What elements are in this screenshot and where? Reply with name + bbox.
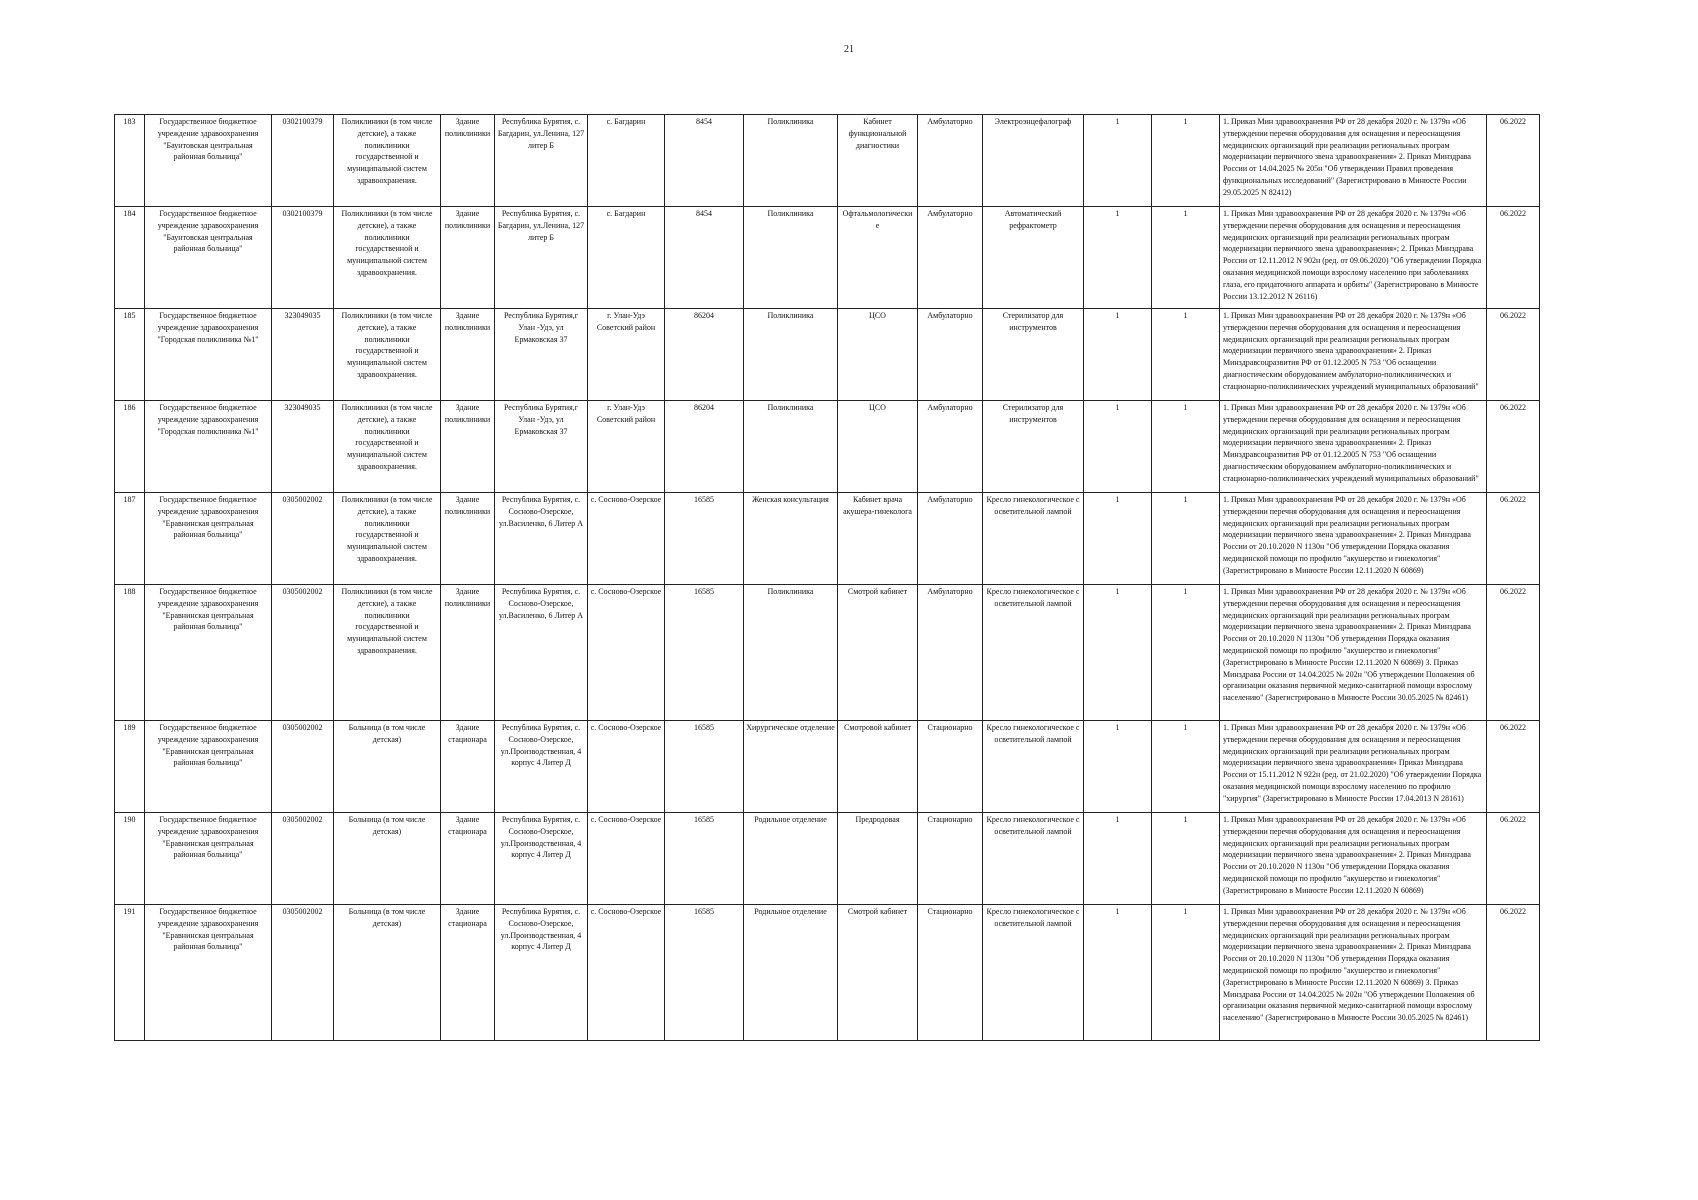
table-row	[115, 309, 1540, 401]
table-row	[115, 813, 1540, 905]
quantity-planned-cell: 1	[1152, 813, 1220, 905]
date-cell: 06.2022	[1487, 585, 1540, 721]
population-cell: 16585	[665, 721, 744, 813]
table-row	[115, 115, 1540, 207]
facility-type-cell: Поликлиники (в том числе детские), а также поликлиники государственной и муниципальной систем здравоохранения.	[334, 207, 441, 309]
org-code-cell: 0305002002	[272, 493, 334, 585]
care-mode-cell: Амбулаторно	[918, 401, 983, 493]
room-cell: Офтальмологически е	[838, 207, 918, 309]
care-mode-cell: Амбулаторно	[918, 207, 983, 309]
room-cell: Предродовая	[838, 813, 918, 905]
org-code-cell: 0302100379	[272, 207, 334, 309]
legal-basis-cell: 1. Приказ Мин здравоохранения РФ от 28 декабря 2020 г. № 1379н «Об утверждении перечня оборудования для оснащения и переоснащения медицинских организаций при реализации региональных програм модернизации первичного звена здравоохранения» 2. Приказ Минздрава России от 20.10.2020 N 1130н "Об утверждении Порядка оказания медицинской помощи по профилю "акушерство и гинекология" (Зарегистрировано в Минюсте России 12.11.2020 N 60869) 3. Приказ Минздрава России от 14.04.2025 № 202н "Об утверждении Положения об организации оказания первичной медико-санитарной помощи взрослому населению" (Зарегистрировано в Минюсте России 30.05.2025 № 82461)	[1220, 905, 1487, 1041]
org-code-cell: 323049035	[272, 401, 334, 493]
organization-name-cell: Государственное бюджетное учреждение здравоохранения "Городская поликлиника №1"	[145, 309, 272, 401]
population-cell: 16585	[665, 813, 744, 905]
quantity-required-cell: 1	[1084, 585, 1152, 721]
room-cell: Смотровой кабинет	[838, 721, 918, 813]
locality-cell: с. Сосново-Озерское	[588, 585, 665, 721]
organization-name-cell: Государственное бюджетное учреждение здравоохранения "Еравнинская центральная районная больница"	[145, 905, 272, 1041]
address-cell: Республика Бурятия, с. Сосново-Озерское, ул.Производственная, 4 корпус 4 Литер Д	[495, 905, 588, 1041]
population-cell: 16585	[665, 905, 744, 1041]
care-mode-cell: Амбулаторно	[918, 309, 983, 401]
equipment-name-cell: Кресло гинекологическое с осветительной лампой	[983, 813, 1084, 905]
date-cell: 06.2022	[1487, 905, 1540, 1041]
quantity-required-cell: 1	[1084, 905, 1152, 1041]
org-code-cell: 323049035	[272, 309, 334, 401]
address-cell: Республика Бурятия,г Улан -Удэ, ул Ермаковская 37	[495, 309, 588, 401]
address-cell: Республика Бурятия, с. Сосново-Озерское, ул.Производственная, 4 корпус 4 Литер Д	[495, 721, 588, 813]
table-row	[115, 401, 1540, 493]
row-number-cell: 185	[115, 309, 145, 401]
equipment-name-cell: Кресло гинекологическое с осветительной лампой	[983, 905, 1084, 1041]
address-cell: Республика Бурятия, с. Сосново-Озерское, ул.Василенко, 6 Литер А	[495, 585, 588, 721]
organization-name-cell: Государственное бюджетное учреждение здравоохранения "Еравнинская центральная районная больница"	[145, 585, 272, 721]
room-cell: Кабинет врача акушера-гинеколога	[838, 493, 918, 585]
locality-cell: г. Улан-Удэ Советский район	[588, 401, 665, 493]
facility-type-cell: Больница (в том числе детская)	[334, 905, 441, 1041]
row-number-cell: 190	[115, 813, 145, 905]
legal-basis-cell: 1. Приказ Мин здравоохранения РФ от 28 декабря 2020 г. № 1379н «Об утверждении перечня оборудования для оснащения и переоснащения медицинских организаций при реализации региональных програм модернизации первичного звена здравоохранения» 2. Приказ Минздрава России от 14.04.2025 № 205н "Об утверждении Правил проведения функциональных исследований" (Зарегистрировано в Минюсте России 29.05.2025 N 82412)	[1220, 115, 1487, 207]
address-cell: Республика Бурятия, с. Сосново-Озерское, ул.Производственная, 4 корпус 4 Литер Д	[495, 813, 588, 905]
date-cell: 06.2022	[1487, 401, 1540, 493]
date-cell: 06.2022	[1487, 493, 1540, 585]
organization-name-cell: Государственное бюджетное учреждение здравоохранения "Еравнинская центральная районная больница"	[145, 721, 272, 813]
address-cell: Республика Бурятия, с. Багдарин, ул.Ленина, 127 литер Б	[495, 115, 588, 207]
quantity-required-cell: 1	[1084, 401, 1152, 493]
quantity-planned-cell: 1	[1152, 493, 1220, 585]
building-type-cell: Здание стационара	[441, 721, 495, 813]
legal-basis-cell: 1. Приказ Мин здравоохранения РФ от 28 декабря 2020 г. № 1379н «Об утверждении перечня оборудования для оснащения и переоснащения медицинских организаций при реализации региональных програм модернизации первичного звена здравоохранения» Приказ Минздрава России от 15.11.2012 N 922н (ред. от 21.02.2020) "Об утверждении Порядка оказания медицинской помощи взрослому населению по профилю "хирургия" (Зарегистрировано в Минюсте России 17.04.2013 N 28161)	[1220, 721, 1487, 813]
table-row	[115, 721, 1540, 813]
care-mode-cell: Амбулаторно	[918, 585, 983, 721]
locality-cell: с. Багдарин	[588, 115, 665, 207]
population-cell: 8454	[665, 115, 744, 207]
facility-type-cell: Поликлиники (в том числе детские), а также поликлиники государственной и муниципальной систем здравоохранения.	[334, 401, 441, 493]
room-cell: ЦСО	[838, 401, 918, 493]
row-number-cell: 189	[115, 721, 145, 813]
quantity-planned-cell: 1	[1152, 905, 1220, 1041]
row-number-cell: 187	[115, 493, 145, 585]
table-row	[115, 585, 1540, 721]
care-mode-cell: Стационарно	[918, 905, 983, 1041]
date-cell: 06.2022	[1487, 207, 1540, 309]
row-number-cell: 183	[115, 115, 145, 207]
org-code-cell: 0305002002	[272, 585, 334, 721]
equipment-name-cell: Кресло гинекологическое с осветительной лампой	[983, 585, 1084, 721]
building-type-cell: Здание стационара	[441, 813, 495, 905]
table-row	[115, 905, 1540, 1041]
care-mode-cell: Стационарно	[918, 813, 983, 905]
building-type-cell: Здание поликлиники	[441, 115, 495, 207]
building-type-cell: Здание поликлиники	[441, 585, 495, 721]
department-cell: Родильное отделение	[744, 813, 838, 905]
building-type-cell: Здание поликлиники	[441, 309, 495, 401]
room-cell: ЦСО	[838, 309, 918, 401]
population-cell: 8454	[665, 207, 744, 309]
equipment-table	[114, 114, 1540, 1041]
facility-type-cell: Больница (в том числе детская)	[334, 721, 441, 813]
legal-basis-cell: 1. Приказ Мин здравоохранения РФ от 28 декабря 2020 г. № 1379н «Об утверждении перечня оборудования для оснащения и переоснащения медицинских организаций при реализации региональных програм модернизации первичного звена здравоохранения» 2. Приказ Минздравсоцразвития РФ от 01.12.2005 N 753 "Об оснащении диагностическим оборудованием амбулаторно-поликлинических и стационарно-поликлинических учреждений муниципальных образований"	[1220, 309, 1487, 401]
quantity-required-cell: 1	[1084, 813, 1152, 905]
org-code-cell: 0302100379	[272, 115, 334, 207]
quantity-required-cell: 1	[1084, 721, 1152, 813]
legal-basis-cell: 1. Приказ Мин здравоохранения РФ от 28 декабря 2020 г. № 1379н «Об утверждении перечня оборудования для оснащения и переоснащения медицинских организаций при реализации региональных програм модернизации первичного звена здравоохранения» 2. Приказ Минздрава России от 20.10.2020 N 1130н "Об утверждении Порядка оказания медицинской помощи по профилю "акушерство и гинекология" (Зарегистрировано в Минюсте России 12.11.2020 N 60869)	[1220, 493, 1487, 585]
population-cell: 16585	[665, 585, 744, 721]
equipment-name-cell: Стерилизатор для инструментов	[983, 401, 1084, 493]
population-cell: 86204	[665, 309, 744, 401]
department-cell: Женская консультация	[744, 493, 838, 585]
locality-cell: с. Сосново-Озерское	[588, 493, 665, 585]
facility-type-cell: Поликлиники (в том числе детские), а также поликлиники государственной и муниципальной систем здравоохранения.	[334, 493, 441, 585]
population-cell: 86204	[665, 401, 744, 493]
locality-cell: с. Багдарин	[588, 207, 665, 309]
department-cell: Поликлиника	[744, 585, 838, 721]
address-cell: Республика Бурятия,г Улан -Удэ, ул Ермаковская 37	[495, 401, 588, 493]
equipment-name-cell: Кресло гинекологическое с осветительной лампой	[983, 721, 1084, 813]
locality-cell: с. Сосново-Озерское	[588, 905, 665, 1041]
locality-cell: с. Сосново-Озерское	[588, 721, 665, 813]
address-cell: Республика Бурятия, с. Багдарин, ул.Ленина, 127 литер Б	[495, 207, 588, 309]
organization-name-cell: Государственное бюджетное учреждение здравоохранения "Баунтовская центральная районная больница"	[145, 115, 272, 207]
care-mode-cell: Амбулаторно	[918, 493, 983, 585]
date-cell: 06.2022	[1487, 813, 1540, 905]
legal-basis-cell: 1. Приказ Мин здравоохранения РФ от 28 декабря 2020 г. № 1379н «Об утверждении перечня оборудования для оснащения и переоснащения медицинских организаций при реализации региональных програм модернизации первичного звена здравоохранения» 2. Приказ Минздрава России от 20.10.2020 N 1130н "Об утверждении Порядка оказания медицинской помощи по профилю "акушерство и гинекология" (Зарегистрировано в Минюсте России 12.11.2020 N 60869) 3. Приказ Минздрава России от 14.04.2025 № 202н "Об утверждении Положения об организации оказания первичной медико-санитарной помощи взрослому населению" (Зарегистрировано в Минюсте России 30.05.2025 № 82461)	[1220, 585, 1487, 721]
page-number: 21	[844, 44, 854, 55]
date-cell: 06.2022	[1487, 721, 1540, 813]
quantity-planned-cell: 1	[1152, 115, 1220, 207]
locality-cell: с. Сосново-Озерское	[588, 813, 665, 905]
building-type-cell: Здание поликлиники	[441, 493, 495, 585]
department-cell: Поликлиника	[744, 309, 838, 401]
building-type-cell: Здание поликлиники	[441, 401, 495, 493]
facility-type-cell: Поликлиники (в том числе детские), а также поликлиники государственной и муниципальной систем здравоохранения.	[334, 585, 441, 721]
quantity-planned-cell: 1	[1152, 207, 1220, 309]
facility-type-cell: Больница (в том числе детская)	[334, 813, 441, 905]
quantity-planned-cell: 1	[1152, 585, 1220, 721]
org-code-cell: 0305002002	[272, 813, 334, 905]
quantity-required-cell: 1	[1084, 207, 1152, 309]
care-mode-cell: Амбулаторно	[918, 115, 983, 207]
room-cell: Смотрой кабинет	[838, 905, 918, 1041]
room-cell: Кабинет функциональной диагностики	[838, 115, 918, 207]
quantity-required-cell: 1	[1084, 115, 1152, 207]
organization-name-cell: Государственное бюджетное учреждение здравоохранения "Еравнинская центральная районная больница"	[145, 493, 272, 585]
date-cell: 06.2022	[1487, 115, 1540, 207]
date-cell: 06.2022	[1487, 309, 1540, 401]
department-cell: Хирургическое отделение	[744, 721, 838, 813]
org-code-cell: 0305002002	[272, 905, 334, 1041]
department-cell: Поликлиника	[744, 401, 838, 493]
quantity-required-cell: 1	[1084, 309, 1152, 401]
organization-name-cell: Государственное бюджетное учреждение здравоохранения "Баунтовская центральная районная больница"	[145, 207, 272, 309]
room-cell: Смотрой кабинет	[838, 585, 918, 721]
department-cell: Поликлиника	[744, 207, 838, 309]
organization-name-cell: Государственное бюджетное учреждение здравоохранения "Еравнинская центральная районная больница"	[145, 813, 272, 905]
row-number-cell: 191	[115, 905, 145, 1041]
equipment-name-cell: Кресло гинекологическое с осветительной лампой	[983, 493, 1084, 585]
organization-name-cell: Государственное бюджетное учреждение здравоохранения "Городская поликлиника №1"	[145, 401, 272, 493]
quantity-required-cell: 1	[1084, 493, 1152, 585]
table-row	[115, 493, 1540, 585]
building-type-cell: Здание поликлиники	[441, 207, 495, 309]
legal-basis-cell: 1. Приказ Мин здравоохранения РФ от 28 декабря 2020 г. № 1379н «Об утверждении перечня оборудования для оснащения и переоснащения медицинских организаций при реализации региональных програм модернизации первичного звена здравоохранения» 2. Приказ Минздрава России от 20.10.2020 N 1130н "Об утверждении Порядка оказания медицинской помощи по профилю "акушерство и гинекология" (Зарегистрировано в Минюсте России 12.11.2020 N 60869)	[1220, 813, 1487, 905]
department-cell: Родильное отделение	[744, 905, 838, 1041]
facility-type-cell: Поликлиники (в том числе детские), а также поликлиники государственной и муниципальной систем здравоохранения.	[334, 309, 441, 401]
legal-basis-cell: 1. Приказ Мин здравоохранения РФ от 28 декабря 2020 г. № 1379н «Об утверждении перечня оборудования для оснащения и переоснащения медицинских организаций при реализации региональных програм модернизации первичного звена здравоохранения»; 2. Приказ Минздрава России от 12.11.2012 N 902н (ред. от 09.06.2020) "Об утверждении Порядка оказания медицинской помощи взрослому населению при заболеваниях глаза, его придаточного аппарата и орбиты" (Зарегистрировано в Минюсте России 13.12.2012 N 26116)	[1220, 207, 1487, 309]
population-cell: 16585	[665, 493, 744, 585]
equipment-name-cell: Стерилизатор для инструментов	[983, 309, 1084, 401]
equipment-name-cell: Электроэнцефалограф	[983, 115, 1084, 207]
row-number-cell: 188	[115, 585, 145, 721]
equipment-name-cell: Автоматический рефрактометр	[983, 207, 1084, 309]
building-type-cell: Здание стационара	[441, 905, 495, 1041]
facility-type-cell: Поликлиники (в том числе детские), а также поликлиники государственной и муниципальной систем здравоохранения.	[334, 115, 441, 207]
org-code-cell: 0305002002	[272, 721, 334, 813]
quantity-planned-cell: 1	[1152, 401, 1220, 493]
legal-basis-cell: 1. Приказ Мин здравоохранения РФ от 28 декабря 2020 г. № 1379н «Об утверждении перечня оборудования для оснащения и переоснащения медицинских организаций при реализации региональных програм модернизации первичного звена здравоохранения» 2. Приказ Минздравсоцразвития РФ от 01.12.2005 N 753 "Об оснащении диагностическим оборудованием амбулаторно-поликлинических и стационарно-поликлинических учреждений муниципальных образований"	[1220, 401, 1487, 493]
department-cell: Поликлиника	[744, 115, 838, 207]
locality-cell: г. Улан-Удэ Советский район	[588, 309, 665, 401]
quantity-planned-cell: 1	[1152, 721, 1220, 813]
table-row	[115, 207, 1540, 309]
quantity-planned-cell: 1	[1152, 309, 1220, 401]
row-number-cell: 186	[115, 401, 145, 493]
row-number-cell: 184	[115, 207, 145, 309]
care-mode-cell: Стационарно	[918, 721, 983, 813]
address-cell: Республика Бурятия, с. Сосново-Озерское, ул.Василенко, 6 Литер А	[495, 493, 588, 585]
